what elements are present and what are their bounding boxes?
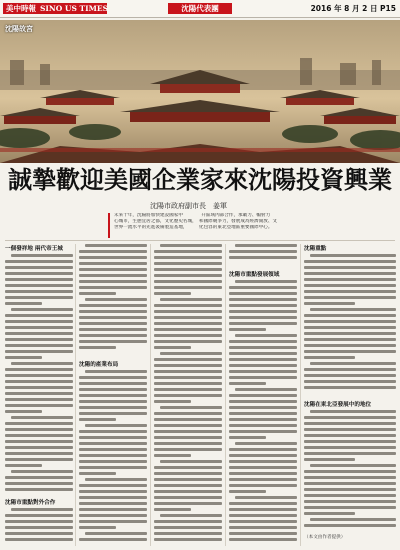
text-line [229,532,297,535]
divider [5,240,395,241]
text-line [154,430,222,433]
text-line [304,284,396,287]
text-line [5,398,73,401]
text-line [5,380,73,383]
text-line [5,356,42,359]
text-line [229,460,297,463]
text-line [229,478,297,481]
text-line [304,380,396,383]
text-line [79,394,147,397]
text-line [304,356,355,359]
text-line [5,386,73,389]
closing-note: （本文由作者提供） [304,535,346,540]
column-divider [300,244,301,546]
text-line [79,268,147,271]
text-line [154,262,222,265]
text-line [79,346,116,349]
text-line [229,412,297,415]
text-line [79,484,147,487]
text-line [79,502,147,505]
text-line [154,256,222,259]
text-line [154,322,222,325]
text-line [79,490,147,493]
text-line [5,320,73,323]
text-line [229,256,297,259]
text-line [154,526,222,529]
text-line [5,314,73,317]
text-line [85,298,147,301]
text-line [235,334,297,337]
brand-en: SINO US TIMES [40,4,109,13]
text-line [5,410,42,413]
text-line [229,358,297,361]
text-line [229,394,297,397]
text-line [229,490,266,493]
text-line [304,494,396,497]
text-line [5,514,73,517]
newspaper-logo [3,3,107,14]
text-line [154,328,222,331]
text-line [79,526,116,529]
text-line [154,268,222,271]
text-line [229,322,297,325]
text-line [85,244,147,247]
dateline: 2016 年 8 月 2 日 P15 [310,4,396,13]
text-line [235,280,297,283]
text-line [79,304,147,307]
text-line [304,326,396,329]
text-line [229,472,297,475]
text-line [5,440,73,443]
text-line [154,346,191,349]
text-line [79,400,147,403]
text-line [79,460,147,463]
intro-line: 心城市，生態宜居之都，文化歷史名城， 和國際競爭力，發展成為經濟開放、文 [114,219,278,224]
text-line [79,250,147,253]
text-line [11,254,73,257]
text-line [229,538,297,541]
text-line [229,340,297,343]
text-line [154,424,222,427]
text-line [79,334,147,337]
text-line [154,358,222,361]
text-line [154,364,222,367]
text-line [79,538,147,541]
text-line [154,340,222,343]
text-line [304,374,396,377]
text-line [154,412,222,415]
text-line [304,422,396,425]
text-line [304,506,396,509]
text-line [229,298,297,301]
text-line [5,266,73,269]
text-line [79,286,147,289]
text-line [79,454,147,457]
text-line [5,526,73,529]
text-line [154,388,222,391]
text-line [304,290,396,293]
text-line [79,442,147,445]
text-line [79,376,147,379]
text-line [229,316,297,319]
text-line [79,412,147,415]
column-subhead: 沈陽在東北亞發展中的地位 [304,402,372,408]
photo-illustration [0,20,400,163]
text-line [5,428,73,431]
text-line [5,326,73,329]
text-line [304,278,396,281]
text-line [160,244,222,247]
text-line [229,364,297,367]
text-line [79,388,147,391]
text-line [304,260,396,263]
text-column-3 [154,244,222,548]
text-line [304,482,396,485]
text-line [79,436,147,439]
text-line [85,370,147,373]
text-line [304,524,396,527]
text-line [154,472,222,475]
text-line [304,470,396,473]
text-line [229,346,297,349]
text-column-2 [79,244,147,548]
text-line [11,308,73,311]
text-line [154,436,222,439]
text-line [5,392,73,395]
text-line [154,382,222,385]
text-column-4 [229,244,297,548]
text-line [79,262,147,265]
text-line [154,490,222,493]
text-line [229,526,297,529]
text-line [229,436,266,439]
text-line [229,466,297,469]
text-line [5,446,73,449]
photo-tag: 沈陽故宮 [5,25,33,33]
text-line [11,508,73,511]
brand-cn: 美中時報 [6,4,36,13]
column-subhead: 沈陽的產業布局 [79,362,119,368]
text-line [85,478,147,481]
text-line [154,400,191,403]
text-line [160,514,222,517]
text-line [154,538,222,541]
text-line [304,512,355,515]
text-line [229,304,297,307]
text-line [304,368,396,371]
text-line [79,256,147,259]
intro-line: 未來十年，沈陽將加快建設國家中 升區域內部合作，承載力、輻射力 [114,213,271,218]
text-line [5,296,73,299]
text-line [304,272,396,275]
column-divider [75,244,76,546]
text-line [229,508,297,511]
text-line [79,274,147,277]
text-line [154,250,222,253]
text-line [304,446,396,449]
text-line [79,292,116,295]
text-line [304,488,396,491]
text-line [229,400,297,403]
text-line [79,322,147,325]
intro-line: 世界一流水平的先進裝備製造基地， 化包容的東北亞地區重要國際中心。 [114,225,273,230]
text-line [154,484,222,487]
text-line [5,532,73,535]
text-line [79,382,147,385]
text-line [154,370,222,373]
text-line [154,502,222,505]
text-line [154,274,222,277]
text-line [235,388,297,391]
text-line [304,458,355,461]
text-line [229,418,297,421]
text-line [229,430,297,433]
text-column-5 [304,244,396,548]
text-line [85,424,147,427]
text-line [229,328,266,331]
text-line [79,448,147,451]
article-intro [108,213,356,238]
text-line [229,286,297,289]
text-line [310,518,396,521]
text-line [5,422,73,425]
text-line [5,284,73,287]
text-column-1 [5,244,73,548]
text-line [304,428,396,431]
text-line [79,340,147,343]
text-line [229,250,297,253]
section-badge: 沈陽代表團 [168,3,232,14]
text-line [79,472,116,475]
text-line [154,448,222,451]
text-line [154,334,222,337]
text-line [160,352,222,355]
text-line [304,416,396,419]
text-line [5,350,73,353]
text-line [154,496,222,499]
text-line [5,464,42,467]
text-line [154,286,222,289]
text-line [5,302,42,305]
text-line [304,434,396,437]
text-line [5,332,73,335]
text-line [160,298,222,301]
text-line [229,424,297,427]
text-line [229,502,297,505]
text-line [79,316,147,319]
text-line [229,406,297,409]
text-line [79,328,147,331]
text-line [154,376,222,379]
text-line [229,448,297,451]
text-line [5,368,73,371]
text-line [85,532,147,535]
text-line [79,310,147,313]
text-line [5,290,73,293]
column-subhead: 沈陽市重點對外合作 [5,500,56,506]
column-divider [150,244,151,546]
text-line [310,410,396,413]
text-line [5,452,73,455]
text-line [229,352,297,355]
text-line [229,382,266,385]
text-line [304,452,396,455]
column-subhead: 沈陽市重點發展領域 [229,272,280,278]
text-line [304,440,396,443]
text-line [79,508,147,511]
text-line [5,434,73,437]
text-line [229,514,297,517]
text-line [5,338,73,341]
text-line [160,460,222,463]
text-line [229,370,297,373]
text-line [79,520,147,523]
text-line [79,496,147,499]
text-line [304,476,396,479]
text-line [5,476,73,479]
text-line [235,442,297,445]
text-line [11,362,73,365]
text-line [304,350,396,353]
text-line [154,454,191,457]
text-line [304,296,396,299]
column-subhead: 一個發祥地 兩代帝王城 [5,246,63,252]
masthead [0,0,400,18]
text-line [304,500,396,503]
text-line [154,466,222,469]
text-line [229,376,297,379]
text-line [154,292,191,295]
article-headline: 誠摯歡迎美國企業家來沈陽投資興業 [8,165,392,194]
article-byline: 沈陽市政府副市長 姜軍 [150,202,227,210]
text-line [304,386,396,389]
text-line [79,430,147,433]
text-line [229,454,297,457]
text-line [304,302,355,305]
text-line [229,520,297,523]
text-line [304,344,396,347]
text-line [5,272,73,275]
text-line [304,314,396,317]
text-line [154,310,222,313]
text-line [5,538,73,541]
text-line [310,308,396,311]
text-line [154,418,222,421]
text-line [5,344,73,347]
text-line [154,478,222,481]
text-line [5,520,73,523]
text-line [229,484,297,487]
text-line [154,520,222,523]
text-line [304,266,396,269]
text-line [154,316,222,319]
text-line [5,278,73,281]
text-line [5,260,73,263]
text-line [5,374,73,377]
text-line [310,464,396,467]
text-line [79,514,147,517]
text-line [79,280,147,283]
text-line [154,280,222,283]
text-line [79,406,147,409]
text-line [11,416,73,419]
text-line [79,418,116,421]
column-subhead: 沈陽重點 [304,246,327,252]
text-line [154,304,222,307]
text-line [5,482,73,485]
text-line [304,320,396,323]
text-line [235,496,297,499]
text-line [154,532,222,535]
text-line [235,244,297,247]
text-line [79,466,147,469]
forbidden-city-photo [0,20,400,163]
text-line [160,406,222,409]
text-line [229,292,297,295]
text-line [229,310,297,313]
text-line [154,394,222,397]
text-line [310,254,396,257]
text-line [154,442,222,445]
text-line [154,508,191,511]
text-line [304,338,396,341]
text-line [310,362,396,365]
text-line [5,404,73,407]
text-line [5,488,73,491]
column-divider [225,244,226,546]
text-line [5,458,73,461]
text-line [304,332,396,335]
text-line [11,470,73,473]
